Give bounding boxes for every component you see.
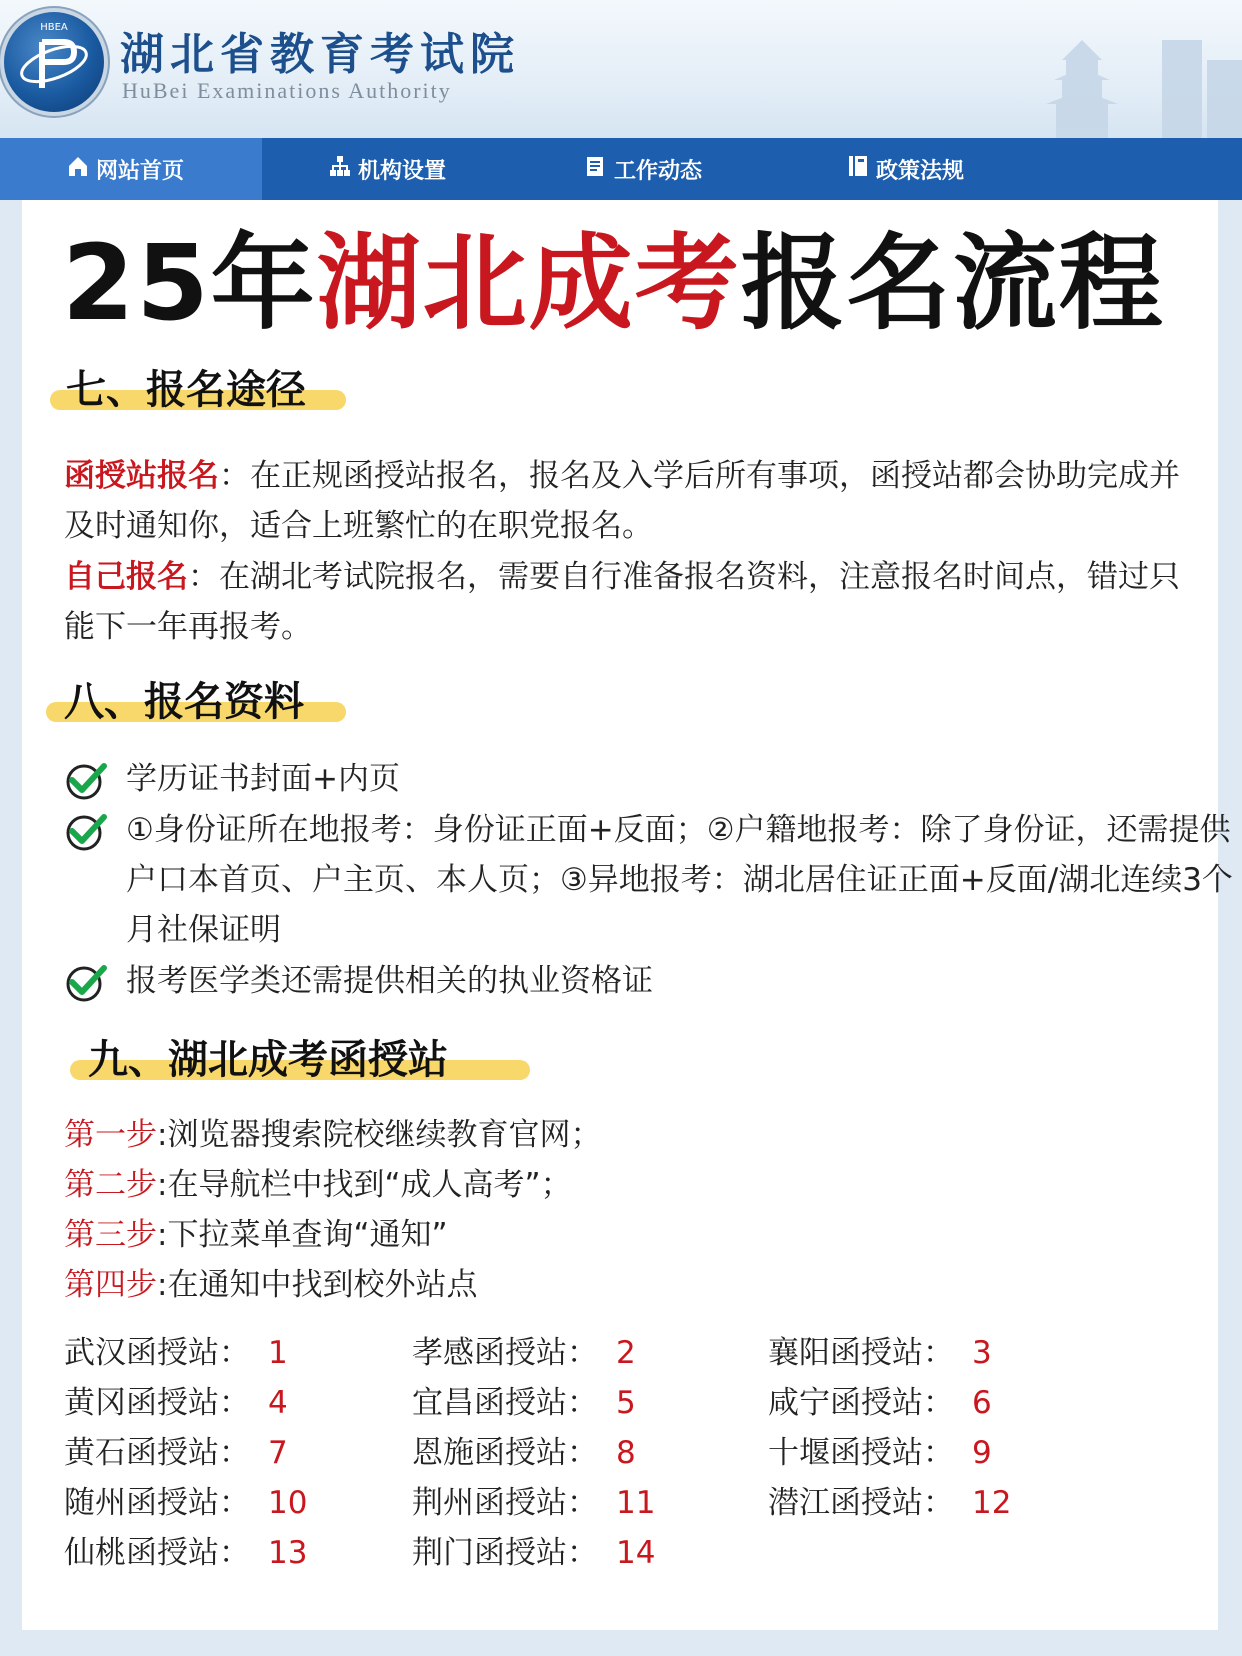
section-heading-7 [50, 358, 350, 412]
station-name: 仙桃函授站： [64, 1535, 250, 1571]
checklist-text: 报考医学类还需提供相关的执业资格证 [126, 963, 653, 999]
station-item [64, 1378, 288, 1428]
title-highlight: 湖北成考 [316, 222, 741, 344]
station-number: 4 [268, 1385, 288, 1421]
checklist-item [64, 805, 1233, 955]
station-name: 随州函授站： [64, 1485, 250, 1521]
station-name: 荆州函授站： [412, 1485, 598, 1521]
station-name: 恩施函授站： [412, 1435, 598, 1471]
checklist-item [64, 754, 1184, 804]
checklist-item [64, 956, 1184, 1006]
nav-label: 网站首页 [96, 158, 185, 184]
station-item [768, 1378, 992, 1428]
station-number: 10 [268, 1485, 308, 1521]
station-item [412, 1528, 655, 1578]
station-name: 襄阳函授站： [768, 1335, 954, 1371]
step-item [64, 1160, 572, 1210]
station-name: 黄冈函授站： [64, 1385, 250, 1421]
station-number: 14 [616, 1535, 656, 1571]
station-name: 荆门函授站： [412, 1535, 598, 1571]
station-item [64, 1478, 307, 1528]
section-heading-text: 七、报名途径 [66, 366, 306, 413]
station-number: 13 [268, 1535, 308, 1571]
station-number: 7 [268, 1435, 288, 1471]
station-item [64, 1428, 288, 1478]
station-number: 5 [616, 1385, 636, 1421]
site-header [0, 0, 1242, 138]
station-item [768, 1478, 1011, 1528]
main-nav [0, 138, 1242, 200]
station-name: 咸宁函授站： [768, 1385, 954, 1421]
page-title [62, 218, 1165, 348]
nav-item-news[interactable] [524, 138, 786, 200]
station-number: 8 [616, 1435, 636, 1471]
title-rest: 报名流程 [740, 222, 1165, 344]
section-heading-8 [46, 670, 356, 724]
nav-item-policy[interactable] [786, 138, 1048, 200]
station-name: 宜昌函授站： [412, 1385, 598, 1421]
step-item [64, 1260, 477, 1310]
book-icon [846, 154, 870, 184]
text-correspondence: ：在正规函授站报名，报名及入学后所有事项，函授站都会协助完成并及时通知你，适合上班繁忙的在职党报名。 [64, 458, 1180, 544]
pagoda-skyline-icon [1002, 20, 1242, 138]
text-self: ：在湖北考试院报名，需要自行准备报名资料，注意报名时间点，错过只能下一年再报考。 [64, 559, 1180, 645]
org-icon [328, 154, 352, 184]
nav-label: 政策法规 [876, 158, 965, 184]
station-item [64, 1528, 307, 1578]
station-number: 2 [616, 1335, 636, 1371]
section-heading-9 [70, 1028, 540, 1082]
station-item [412, 1478, 655, 1528]
nav-label: 机构设置 [358, 158, 447, 184]
station-item [768, 1428, 992, 1478]
station-name: 孝感函授站： [412, 1335, 598, 1371]
checklist-text: 学历证书封面+内页 [126, 761, 400, 797]
step-text: :在通知中找到校外站点 [157, 1267, 478, 1303]
station-number: 6 [972, 1385, 992, 1421]
step-text: :浏览器搜索院校继续教育官网； [157, 1117, 602, 1153]
step-item [64, 1110, 601, 1160]
station-name: 武汉函授站： [64, 1335, 250, 1371]
station-number: 12 [972, 1485, 1012, 1521]
section-heading-text: 九、湖北成考函授站 [88, 1036, 448, 1083]
step-label: 第三步 [64, 1217, 157, 1253]
station-item [412, 1428, 636, 1478]
title-year: 25年 [62, 222, 317, 344]
step-item [64, 1210, 448, 1260]
step-text: :在导航栏中找到“成人高考”； [157, 1167, 572, 1203]
station-name: 潜江函授站： [768, 1485, 954, 1521]
station-number: 11 [616, 1485, 656, 1521]
station-number: 1 [268, 1335, 288, 1371]
station-number: 3 [972, 1335, 992, 1371]
home-icon [66, 154, 90, 184]
station-name: 黄石函授站： [64, 1435, 250, 1471]
step-text: :下拉菜单查询“通知” [157, 1217, 448, 1253]
station-item [412, 1378, 636, 1428]
station-number: 9 [972, 1435, 992, 1471]
label-self: 自己报名 [64, 559, 188, 595]
nav-item-home[interactable] [0, 138, 262, 200]
checklist-text: ①身份证所在地报考：身份证正面+反面；②户籍地报考：除了身份证，还需提供户口本首页、户主页、本人页；③异地报考：湖北居住证正面+反面/湖北连续3个月社保证明 [126, 812, 1233, 948]
site-subtitle: HuBei Examinations Authority [122, 78, 452, 103]
station-item [412, 1328, 636, 1378]
station-item [768, 1328, 992, 1378]
svg-text:HBEA: HBEA [40, 22, 68, 33]
section-heading-text: 八、报名资料 [64, 678, 304, 725]
label-correspondence: 函授站报名 [64, 458, 219, 494]
station-name: 十堰函授站： [768, 1435, 954, 1471]
paragraph-self [64, 552, 1184, 652]
station-item [64, 1328, 288, 1378]
check-icon [64, 962, 108, 1017]
site-title[interactable]: 湖北省教育考试院 [120, 29, 520, 80]
news-icon [584, 154, 608, 184]
paragraph-correspondence [64, 451, 1184, 551]
hbea-logo-icon[interactable] [4, 12, 104, 112]
step-label: 第四步 [64, 1267, 157, 1303]
step-label: 第二步 [64, 1167, 157, 1203]
nav-label: 工作动态 [614, 158, 703, 184]
check-icon [64, 811, 108, 866]
step-label: 第一步 [64, 1117, 157, 1153]
nav-item-org[interactable] [262, 138, 524, 200]
